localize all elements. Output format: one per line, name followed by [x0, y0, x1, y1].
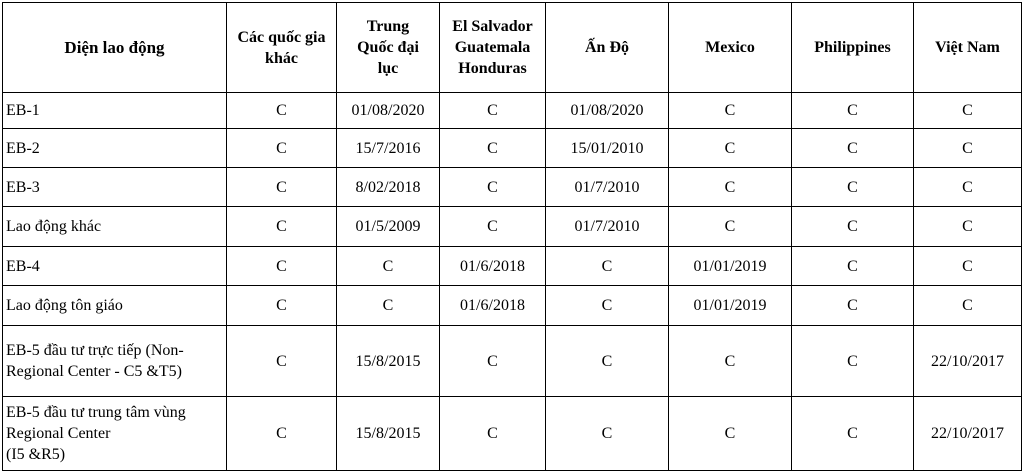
table-cell: C	[792, 129, 914, 168]
header-line: El Salvador	[452, 18, 533, 35]
table-cell: C	[440, 397, 546, 471]
table-cell: C	[227, 207, 337, 247]
table-cell: C	[227, 247, 337, 286]
table-cell: C	[792, 247, 914, 286]
category-line: Regional Center	[6, 425, 111, 442]
category-line: EB-4	[6, 257, 40, 275]
table-cell: 22/10/2017	[914, 326, 1022, 397]
table-cell: 15/01/2010	[546, 129, 669, 168]
header-line: Các quốc gia	[237, 28, 326, 46]
header-line: Trung	[366, 18, 410, 35]
table-cell: C	[914, 207, 1022, 247]
category-line: EB-1	[6, 102, 40, 119]
table-row	[3, 207, 1022, 247]
category-line: Lao động tôn giáo	[6, 297, 123, 314]
table-cell: 01/6/2018	[440, 247, 546, 286]
table-cell: C	[440, 326, 546, 397]
header-india: Ấn Độ	[546, 3, 669, 93]
table-cell: 01/7/2010	[546, 207, 669, 247]
table-cell: C	[669, 326, 792, 397]
category-line: (I5 &R5)	[6, 446, 66, 463]
header-row	[3, 3, 1022, 93]
table-cell: C	[227, 286, 337, 326]
header-other-countries	[227, 3, 337, 93]
table-cell: C	[914, 93, 1022, 129]
table-cell: C	[546, 286, 669, 326]
table-cell: 01/08/2020	[337, 93, 440, 129]
category-line: EB-3	[6, 178, 40, 196]
table-cell: C	[669, 168, 792, 207]
table-cell: 8/02/2018	[337, 168, 440, 207]
header-line: Guatemala	[454, 39, 531, 56]
table-cell: C	[914, 286, 1022, 326]
table-cell: C	[792, 93, 914, 129]
table-cell: 15/8/2015	[337, 326, 440, 397]
row-category	[3, 129, 227, 168]
table-cell: 01/7/2010	[546, 168, 669, 207]
category-line: EB-5 đầu tư trực tiếp (Non-	[6, 342, 184, 359]
table-cell: C	[792, 397, 914, 471]
table-cell: C	[440, 93, 546, 129]
table-cell: 15/8/2015	[337, 397, 440, 471]
row-category	[3, 247, 227, 286]
table-row	[3, 168, 1022, 207]
table-cell: C	[914, 247, 1022, 286]
row-category	[3, 168, 227, 207]
table-cell: C	[227, 129, 337, 168]
table-row	[3, 326, 1022, 397]
header-mexico: Mexico	[669, 3, 792, 93]
row-category	[3, 286, 227, 326]
table-cell: 01/6/2018	[440, 286, 546, 326]
table-cell: C	[546, 397, 669, 471]
table-cell: C	[792, 326, 914, 397]
table-cell: 15/7/2016	[337, 129, 440, 168]
table-cell: C	[546, 247, 669, 286]
row-category	[3, 207, 227, 247]
header-line: khác	[265, 49, 298, 67]
table-cell: C	[669, 129, 792, 168]
table-row	[3, 286, 1022, 326]
table-cell: C	[792, 207, 914, 247]
header-line: Honduras	[458, 60, 527, 77]
header-category: Diện lao động	[3, 3, 227, 93]
category-line: EB-5 đầu tư trung tâm vùng	[6, 404, 186, 421]
table-cell: C	[227, 397, 337, 471]
table-cell: C	[792, 168, 914, 207]
category-line: EB-2	[6, 139, 40, 157]
table-cell: C	[337, 286, 440, 326]
table-cell: C	[792, 286, 914, 326]
table-cell: C	[227, 93, 337, 129]
header-line: lục	[377, 60, 399, 77]
table-cell: C	[669, 397, 792, 471]
table-cell: C	[227, 168, 337, 207]
table-cell: C	[669, 93, 792, 129]
header-china	[337, 3, 440, 93]
table-row	[3, 129, 1022, 168]
header-philippines: Philippines	[792, 3, 914, 93]
table-cell: C	[337, 247, 440, 286]
table-cell: 01/08/2020	[546, 93, 669, 129]
header-central-america	[440, 3, 546, 93]
header-vietnam: Việt Nam	[914, 3, 1022, 93]
table-row	[3, 247, 1022, 286]
table-cell: C	[227, 326, 337, 397]
header-line: Quốc đại	[357, 39, 419, 56]
category-line: Lao động khác	[6, 218, 102, 235]
table-cell: 01/01/2019	[669, 286, 792, 326]
table-cell: C	[914, 168, 1022, 207]
table-cell: 01/5/2009	[337, 207, 440, 247]
table-cell: C	[914, 129, 1022, 168]
table-cell: C	[669, 207, 792, 247]
table-cell: 22/10/2017	[914, 397, 1022, 471]
table-cell: C	[440, 207, 546, 247]
table-cell: C	[440, 168, 546, 207]
table-row	[3, 93, 1022, 129]
row-category	[3, 93, 227, 129]
row-category	[3, 397, 227, 471]
table-cell: 01/01/2019	[669, 247, 792, 286]
row-category	[3, 326, 227, 397]
visa-bulletin-table	[2, 2, 1022, 471]
category-line: Regional Center - C5 &T5)	[6, 363, 182, 380]
table-cell: C	[440, 129, 546, 168]
table-row	[3, 397, 1022, 471]
table-cell: C	[546, 326, 669, 397]
